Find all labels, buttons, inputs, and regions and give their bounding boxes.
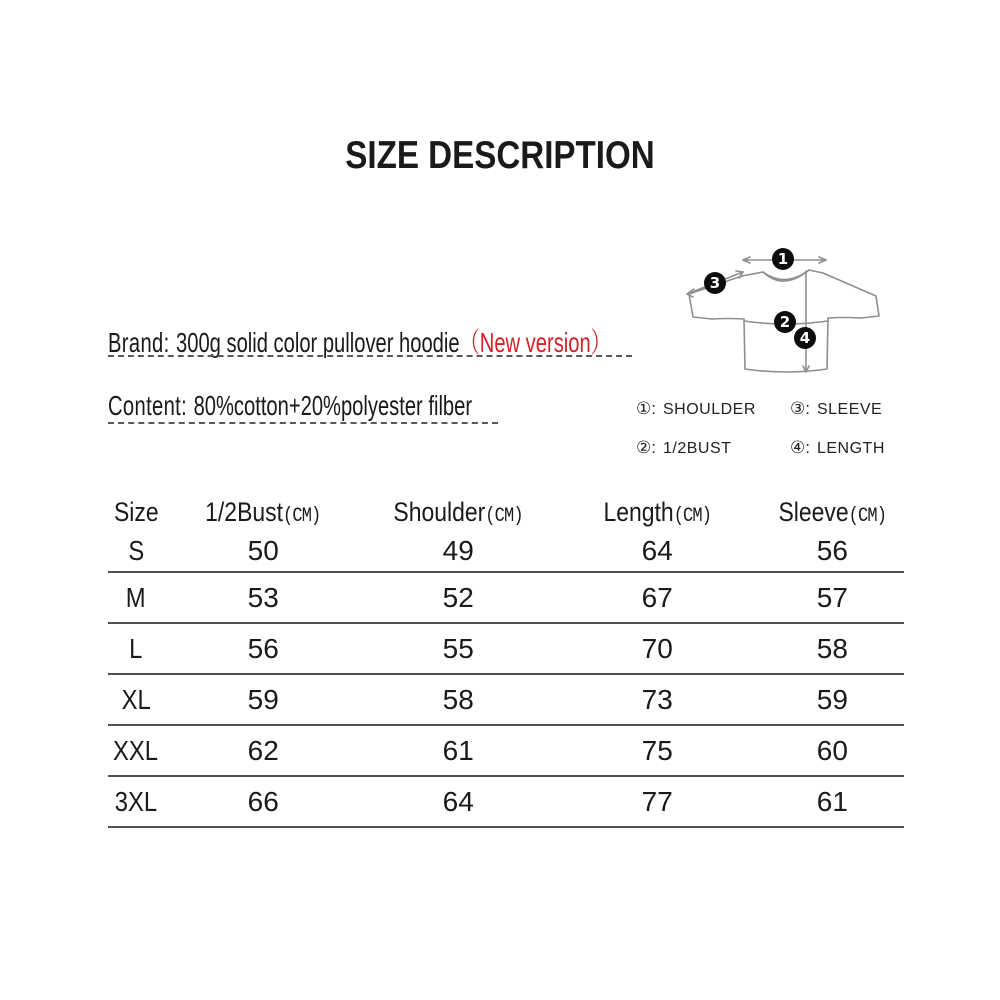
page-title: SIZE DESCRIPTION (345, 134, 655, 177)
callout-4-badge (794, 327, 816, 349)
cell-bust: 50 (164, 530, 363, 572)
svg-text:3: 3 (709, 274, 721, 292)
cell-sleeve: 61 (761, 776, 904, 827)
brand-label: Brand: (108, 327, 170, 358)
cell-shoulder: 52 (363, 572, 554, 623)
column-header-length: Length(CM) (603, 496, 712, 528)
cell-size: M (108, 572, 164, 623)
content-label: Content: (108, 390, 188, 421)
legend-item-sleeve: ③: SLEEVE (790, 399, 883, 418)
circled-4-icon: ④: (790, 438, 810, 457)
circled-2-icon: ②: (636, 438, 656, 457)
callout-2-badge (774, 311, 796, 333)
cell-length: 75 (554, 725, 761, 776)
svg-text:4: 4 (799, 329, 811, 347)
table-row-s (108, 530, 904, 572)
cell-bust: 56 (164, 623, 363, 674)
brand-underline (108, 355, 632, 357)
cell-shoulder: 64 (363, 776, 554, 827)
cell-bust: 53 (164, 572, 363, 623)
cell-sleeve: 57 (761, 572, 904, 623)
table-row-l (108, 623, 904, 674)
size-table-header-row (108, 494, 904, 530)
cell-size: L (108, 623, 164, 674)
garment-diagram (658, 228, 913, 393)
cell-size: XXL (108, 725, 164, 776)
table-row-3xl (108, 776, 904, 827)
cell-shoulder: 49 (363, 530, 554, 572)
cell-bust: 59 (164, 674, 363, 725)
cell-length: 70 (554, 623, 761, 674)
cell-sleeve: 58 (761, 623, 904, 674)
column-header-size: Size (113, 496, 159, 527)
svg-text:1: 1 (777, 250, 789, 268)
cell-length: 64 (554, 530, 761, 572)
cell-size: S (108, 530, 164, 572)
legend-item-bust: ②: 1/2BUST (636, 438, 732, 457)
content-line (108, 390, 614, 422)
measurement-legend (636, 399, 885, 458)
cell-sleeve: 60 (761, 725, 904, 776)
cell-sleeve: 56 (761, 530, 904, 572)
cell-length: 77 (554, 776, 761, 827)
cell-shoulder: 61 (363, 725, 554, 776)
brand-note: （New version） (459, 327, 611, 358)
legend-item-shoulder: ①: SHOULDER (636, 399, 756, 418)
cell-bust: 66 (164, 776, 363, 827)
size-table (108, 494, 904, 828)
cell-bust: 62 (164, 725, 363, 776)
circled-1-icon: ①: (636, 399, 656, 418)
content-underline (108, 422, 498, 424)
callout-3-badge (704, 272, 726, 294)
legend-item-length: ④: LENGTH (790, 438, 885, 457)
column-header-bust: 1/2Bust(CM) (205, 496, 321, 528)
callout-1-badge (772, 248, 794, 270)
column-header-sleeve: Sleeve(CM) (778, 496, 887, 528)
cell-size: XL (108, 674, 164, 725)
column-header-shoulder: Shoulder(CM) (393, 496, 523, 528)
cell-sleeve: 59 (761, 674, 904, 725)
cell-shoulder: 58 (363, 674, 554, 725)
content-value: 80%cotton+20%polyester filber (193, 390, 473, 421)
table-row-xl (108, 674, 904, 725)
svg-text:2: 2 (779, 313, 791, 331)
brand-value: 300g solid color pullover hoodie (176, 327, 460, 358)
cell-shoulder: 55 (363, 623, 554, 674)
cell-size: 3XL (108, 776, 164, 827)
circled-3-icon: ③: (790, 399, 810, 418)
cell-length: 73 (554, 674, 761, 725)
cell-length: 67 (554, 572, 761, 623)
table-row-m (108, 572, 904, 623)
table-row-xxl (108, 725, 904, 776)
